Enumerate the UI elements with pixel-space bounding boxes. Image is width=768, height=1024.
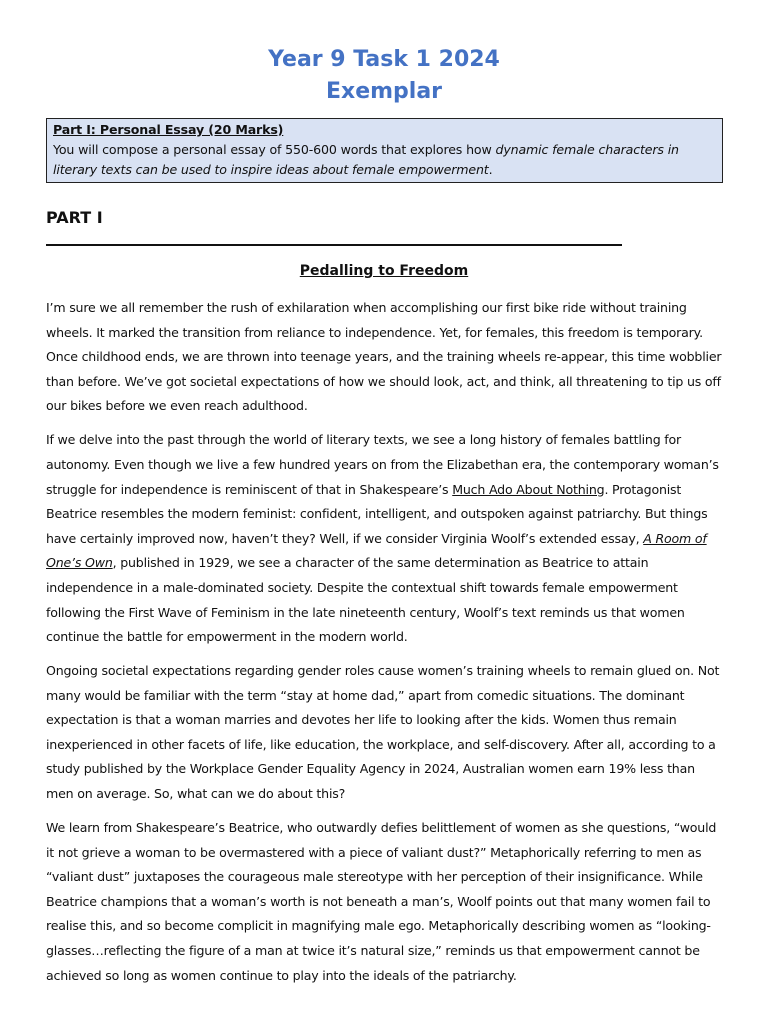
task-text-before: You will compose a personal essay of 550-600 words that explores how — [53, 142, 496, 157]
paragraph-2-part-c: , published in 1929, we see a character of the same determination as Beatrice to attain independence in a male-dominated society. Despite the contextual shift towards female empowerment following the First Wave of Feminism in the late nineteenth century, Woolf’s text reminds us that women continue the battle for empowerment in the modern world. — [46, 555, 685, 645]
task-text-italic: dynamic female characters in literary texts can be used to inspire ideas about female empowerment — [53, 142, 679, 177]
task-description — [53, 140, 717, 180]
title-line-1: Year 9 Task 1 2024 — [268, 47, 500, 72]
paragraph-4: We learn from Shakespeare’s Beatrice, who outwardly defies belittlement of women as she questions, “would it not grieve a woman to be overmastered with a piece of valiant dust?” Metaphorically referring to men as “valiant dust” juxtaposes the courageous male stereotype with her perception of their insignificance. While Beatrice champions that a woman’s worth is not beneath a man’s, Woolf points out that many women fail to realise this, and so become complicit in magnifying male ego. Metaphorically describing women as “looking-glasses…reflecting the figure of a man at twice it’s natural size,” reminds us that empowerment cannot be achieved so long as women continue to play into the ideals of the patriarchy. — [46, 820, 717, 983]
task-text-after: . — [488, 162, 493, 177]
task-instructions-box — [46, 118, 723, 183]
title-line-2: Exemplar — [325, 79, 443, 104]
horizontal-rule — [46, 244, 622, 246]
text-title-much-ado: Much Ado About Nothing — [452, 481, 605, 497]
part-heading: PART I — [46, 208, 103, 227]
paragraph-1: I’m sure we all remember the rush of exhilaration when accomplishing our first bike ride without training wheels. It marked the transition from reliance to independence. Yet, for females, this freedom is temporary. Once childhood ends, we are thrown into teenage years, and the training wheels re-appear, this time wobblier than before. We’ve got societal expectations of how we should look, act, and think, all threatening to tip us off our bikes before we even reach adulthood. — [46, 300, 722, 414]
text-title-room-of-ones-own: A Room of One’s Own — [46, 530, 707, 571]
task-heading: Part I: Personal Essay (20 Marks) — [53, 122, 284, 137]
essay-body — [46, 296, 722, 998]
paragraph-2-part-b: . Protagonist Beatrice resembles the modern feminist: confident, intelligent, and outspoken against patriarchy. But things have certainly improved now, haven’t they? Well, if we consider Virginia Woolf’s extended essay, — [46, 481, 708, 546]
paragraph-2 — [46, 428, 722, 649]
paragraph-2-part-a: If we delve into the past through the world of literary texts, we see a long history of females battling for autonomy. Even though we live a few hundred years on from the Elizabethan era, the contemporary woman’s struggle for independence is reminiscent of that in Shakespeare’s — [46, 432, 719, 497]
document-title — [0, 44, 768, 108]
essay-title: Pedalling to Freedom — [299, 263, 469, 279]
paragraph-3: Ongoing societal expectations regarding gender roles cause women’s training wheels to remain glued on. Not many would be familiar with the term “stay at home dad,” apart from comedic situations. The dominant expectation is that a woman marries and devotes her life to looking after the kids. Women thus remain inexperienced in other facets of life, like education, the workplace, and self-discovery. After all, according to a study published by the Workplace Gender Equality Agency in 2024, Australian women earn 19% less than men on average. So, what can we do about this? — [46, 663, 720, 802]
